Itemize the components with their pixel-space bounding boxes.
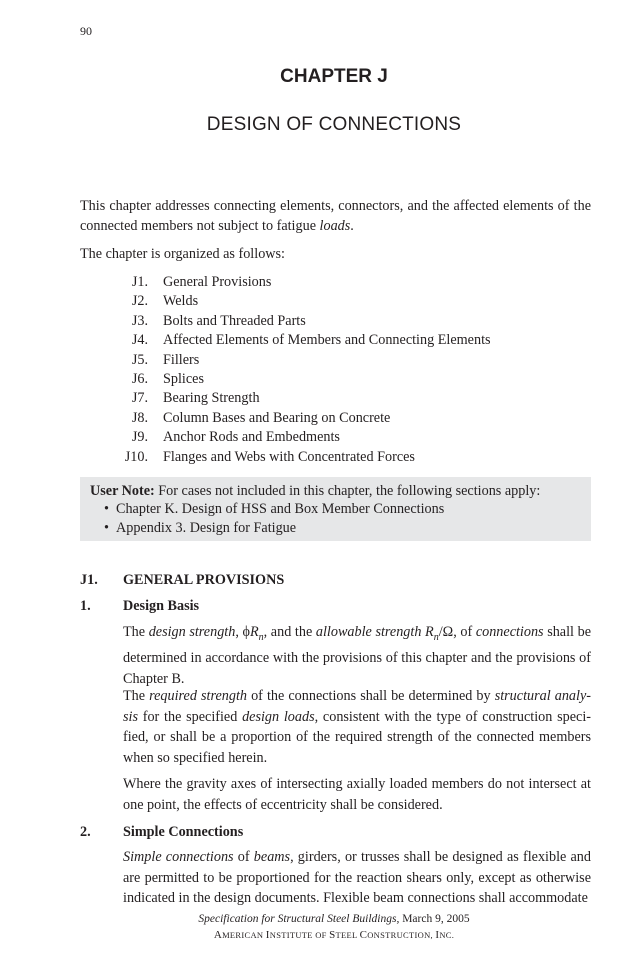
section-number: J1. xyxy=(80,572,98,588)
subsection-number: 1. xyxy=(80,598,91,614)
toc-item-number: J9. xyxy=(131,429,148,446)
footer-publisher: AMERICAN INSTITUTE OF STEEL CONSTRUCTION, INC. xyxy=(213,929,455,941)
chapter-title: CHAPTER J xyxy=(280,66,388,87)
user-note-bullet: • Appendix 3. Design for Fatigue xyxy=(104,520,297,536)
page-number: 90 xyxy=(80,24,92,38)
toc-item-number: J5. xyxy=(131,351,148,368)
design-basis-paragraph-1: The design strength, $\phi R_n$, and the allowable strength $R_n/\Omega$, of connections shall be determined in accordance with the provisions of this chapter and the provisions of Chapter B. xyxy=(123,624,592,687)
bullet-icon: • xyxy=(104,501,109,517)
subsection-title: Design Basis xyxy=(123,598,200,614)
user-note-text: User Note: For cases not included in this chapter, the following sections apply: xyxy=(90,483,541,499)
design-basis-paragraph-3: Where the gravity axes of intersecting axially loaded members do not intersect at one point, the effects of eccentricity shall be considered. xyxy=(123,776,591,813)
toc-item-title: Splices xyxy=(163,371,204,387)
toc-item-title: Flanges and Webs with Concentrated Forces xyxy=(163,448,415,465)
toc-item-title: Column Bases and Bearing on Concrete xyxy=(163,409,391,426)
design-basis-paragraph-2: The required strength of the connections shall be determined by structural analy-sis for the specified design loads, consistent with the type of construction speci-fied, or shall be a proportion of the required strength of the connected members when so specified herein. xyxy=(123,688,591,766)
toc-item-title: Fillers xyxy=(163,351,200,368)
simple-connections-paragraph: Simple connections of beams, girders, or trusses shall be designed as flexible and are permitted to be proportioned for the reaction shears only, except as otherwise indicated in the design documents. Flexible beam connections shall accommodate xyxy=(123,849,591,906)
toc-item-number: J1. xyxy=(131,274,148,290)
chapter-subtitle: DESIGN OF CONNECTIONS xyxy=(206,114,462,135)
toc-item-title: Bolts and Threaded Parts xyxy=(163,312,306,329)
user-note-box xyxy=(80,477,591,541)
glossary-term-loads: loads xyxy=(319,218,351,234)
bullet-icon: • xyxy=(104,520,109,536)
subsection-number: 2. xyxy=(80,824,91,840)
toc-item-title: Bearing Strength xyxy=(163,390,260,407)
toc-item-number: J6. xyxy=(131,371,148,387)
user-note-label: User Note: xyxy=(90,483,155,499)
toc-item-number: J3. xyxy=(131,312,148,329)
subsection-title: Simple Connections xyxy=(123,824,244,840)
toc-item-title: General Provisions xyxy=(163,274,272,290)
section-title: GENERAL PROVISIONS xyxy=(123,572,285,588)
toc-item-number: J10. xyxy=(124,448,148,465)
toc-item-number: J2. xyxy=(131,293,148,310)
toc-item-number: J7. xyxy=(131,390,148,407)
footer-citation: Specification for Structural Steel Buildings, March 9, 2005 xyxy=(198,913,470,925)
toc-item-number: J8. xyxy=(131,409,148,426)
organization-intro: The chapter is organized as follows: xyxy=(80,246,285,262)
intro-paragraph: This chapter addresses connecting elements, connectors, and the affected elements of the connected members not subject to fatigue loads. xyxy=(80,198,591,234)
toc-item-title: Affected Elements of Members and Connecting Elements xyxy=(163,332,491,349)
toc-item-title: Welds xyxy=(163,293,199,310)
toc-item-number: J4. xyxy=(131,332,148,349)
user-note-bullet: • Chapter K. Design of HSS and Box Member Connections xyxy=(104,501,445,517)
toc-item-title: Anchor Rods and Embedments xyxy=(163,429,340,446)
